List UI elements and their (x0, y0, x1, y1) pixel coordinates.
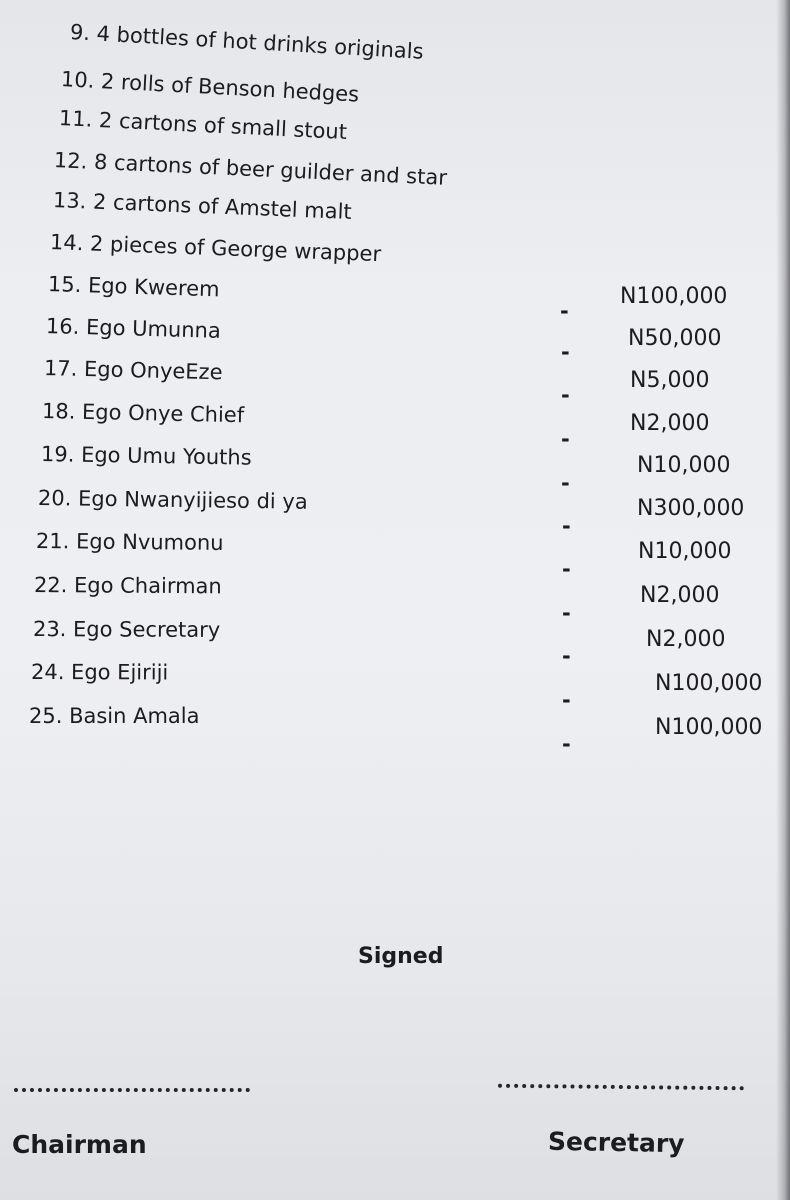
dash-15: - (560, 299, 569, 323)
chairman-signature-line (14, 1088, 250, 1092)
list-item-17: 17. Ego OnyeEze (43, 356, 223, 385)
secretary-signature-line (498, 1084, 744, 1091)
list-item-22: 22. Ego Chairman (33, 573, 222, 599)
list-item-19: 19. Ego Umu Youths (40, 442, 252, 470)
amount-19: N10,000 (637, 453, 731, 478)
amount-25: N100,000 (655, 715, 763, 740)
dash-25: - (562, 732, 571, 756)
list-item-13: 13. 2 cartons of Amstel malt (52, 188, 353, 224)
secretary-label: Secretary (547, 1126, 685, 1159)
dash-18: - (561, 427, 570, 451)
list-item-16: 16. Ego Umunna (45, 314, 222, 343)
amount-23: N2,000 (646, 627, 726, 652)
amount-24: N100,000 (655, 671, 763, 696)
list-item-11: 11. 2 cartons of small stout (58, 106, 348, 145)
list-item-24: 24. Ego Ejiriji (30, 660, 169, 685)
amount-15: N100,000 (620, 284, 728, 309)
amount-20: N300,000 (637, 496, 745, 521)
amount-17: N5,000 (630, 368, 710, 393)
list-item-20: 20. Ego Nwanyijieso di ya (37, 486, 308, 514)
dash-16: - (561, 340, 570, 364)
dash-22: - (562, 601, 571, 625)
list-item-9: 9. 4 bottles of hot drinks originals (69, 20, 425, 64)
signed-label: Signed (358, 944, 444, 969)
chairman-label: Chairman (12, 1130, 147, 1159)
dash-24: - (562, 688, 571, 712)
list-item-25: 25. Basin Amala (29, 704, 200, 728)
dash-21: - (562, 557, 571, 581)
page-edge-shadow (776, 0, 790, 1200)
list-item-12: 12. 8 cartons of beer guilder and star (53, 148, 448, 190)
dash-17: - (561, 383, 570, 407)
amount-21: N10,000 (638, 539, 732, 564)
list-item-14: 14. 2 pieces of George wrapper (49, 230, 382, 267)
dash-19: - (561, 471, 570, 495)
list-item-15: 15. Ego Kwerem (47, 272, 220, 302)
list-item-10: 10. 2 rolls of Benson hedges (60, 67, 360, 107)
list-item-23: 23. Ego Secretary (32, 617, 221, 642)
list-item-21: 21. Ego Nvumonu (35, 529, 224, 555)
list-item-18: 18. Ego Onye Chief (41, 399, 245, 428)
dash-20: - (562, 514, 571, 538)
amount-18: N2,000 (630, 411, 710, 436)
dash-23: - (562, 644, 571, 668)
amount-16: N50,000 (628, 326, 722, 351)
amount-22: N2,000 (640, 583, 720, 608)
